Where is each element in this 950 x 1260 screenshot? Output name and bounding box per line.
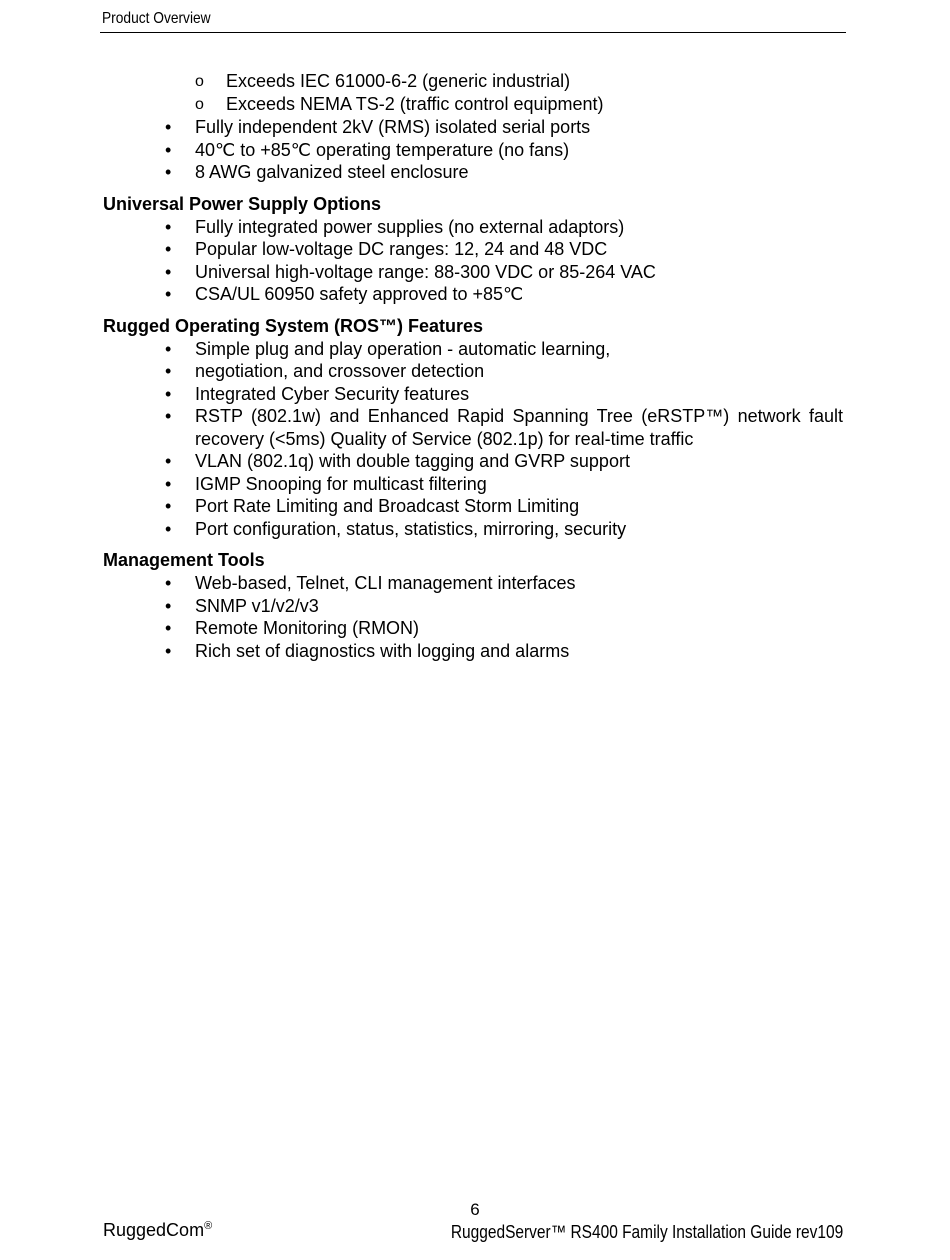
bullet-icon: • [165,117,172,137]
list-item [103,360,843,383]
list-item-text: Universal high-voltage range: 88-300 VDC or 85-264 VAC [195,261,656,282]
list-item [103,595,843,618]
bullet-icon: • [165,162,172,182]
list-item [103,473,843,496]
list-item-text: Fully independent 2kV (RMS) isolated serial ports [195,117,591,137]
list-item [103,383,843,406]
section-heading-power-supply: Universal Power Supply Options [103,193,382,214]
list-item-text: Web-based, Telnet, CLI management interfaces [195,573,576,593]
list-item [103,640,843,663]
footer-brand [103,1220,212,1241]
list-item [103,450,843,473]
list-item [103,139,843,162]
list-item-text: Port Rate Limiting and Broadcast Storm Limiting [195,496,580,516]
list-item [103,518,843,541]
management-tools-list [103,572,843,662]
top-bullet-list [103,116,843,184]
bullet-icon: • [165,496,172,516]
list-item-text: negotiation, and crossover detection [195,361,485,381]
list-item [103,116,843,139]
list-item-text: VLAN (802.1q) with double tagging and GVRP support [195,451,630,471]
page-header-title: Product Overview [102,10,211,27]
footer-guide-title: RuggedServer™ RS400 Family Installation Guide rev109 [450,1222,843,1242]
bullet-icon: • [165,216,172,237]
power-supply-list [103,216,843,306]
list-item [103,238,843,261]
document-body [103,70,843,662]
bullet-icon: • [165,139,172,160]
list-item [103,617,843,640]
list-item-text: Integrated Cyber Security features [195,383,470,404]
list-item-text: Fully integrated power supplies (no external adaptors) [195,216,625,237]
bullet-icon: • [165,361,172,381]
list-item-text: Port configuration, status, statistics, mirroring, security [195,518,627,539]
bullet-icon: • [165,284,172,304]
ros-features-list [103,338,843,541]
bullet-icon: • [165,518,172,539]
list-item-text: Rich set of diagnostics with logging and alarms [195,640,570,661]
list-item-text: Simple plug and play operation - automatic learning, [195,338,611,359]
list-item-text: CSA/UL 60950 safety approved to +85℃ [195,284,524,304]
list-item-text: 40℃ to +85℃ operating temperature (no fans) [195,139,570,160]
list-item [103,572,843,595]
list-item-text: Remote Monitoring (RMON) [195,618,420,638]
bullet-icon: • [165,473,172,494]
bullet-icon: • [165,573,172,593]
circle-bullet-icon: o [195,73,204,90]
list-item [103,495,843,518]
bullet-icon: • [165,618,172,638]
list-item-text: SNMP v1/v2/v3 [195,595,319,616]
list-item-text: 8 AWG galvanized steel enclosure [195,162,469,182]
sub-list-item-text: Exceeds IEC 61000-6-2 (generic industrial) [226,71,571,91]
list-item-text: Popular low-voltage DC ranges: 12, 24 and 48 VDC [195,239,608,259]
section-heading-management-tools: Management Tools [103,550,265,570]
bullet-icon: • [165,383,172,404]
top-sub-list [103,70,843,116]
list-item [103,216,843,239]
bullet-icon: • [165,640,172,661]
bullet-icon: • [165,595,172,616]
page-number: 6 [470,1200,480,1219]
bullet-icon: • [165,338,172,359]
footer-brand-name: RuggedCom [103,1220,205,1240]
list-item-text: RSTP (802.1w) and Enhanced Rapid Spanning Tree (eRSTP™) network fault recovery (<5ms) Quality of Service (802.1p) for real-time traffic [195,406,843,449]
page-header [100,8,846,33]
list-item [103,405,843,450]
bullet-icon: • [165,239,172,259]
circle-bullet-icon: o [195,96,204,113]
section-heading-ros-features: Rugged Operating System (ROS™) Features [103,315,484,336]
bullet-icon: • [165,261,172,282]
registered-mark: ® [204,1220,213,1232]
list-item-text: IGMP Snooping for multicast filtering [195,473,487,494]
list-item [103,338,843,361]
sub-list-item [103,70,843,93]
list-item [103,261,843,284]
sub-list-item-text: Exceeds NEMA TS-2 (traffic control equipment) [226,94,604,114]
list-item [103,283,843,306]
sub-list-item [103,93,843,116]
bullet-icon: • [165,406,172,426]
list-item [103,161,843,184]
bullet-icon: • [165,451,172,471]
